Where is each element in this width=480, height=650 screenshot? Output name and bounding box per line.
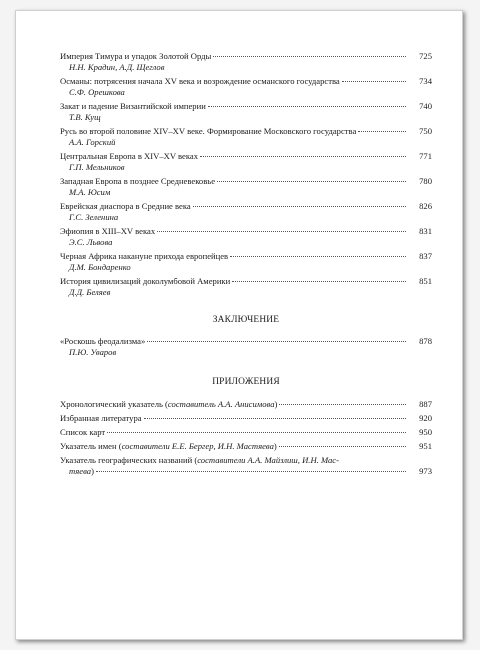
entry-author: А.А. Горский	[69, 137, 116, 147]
entry-page: 826	[419, 201, 432, 211]
dot-leader	[107, 432, 406, 433]
appendix-entry[interactable]	[60, 454, 432, 477]
entry-author: Д.М. Бондаренко	[69, 262, 131, 272]
table-of-contents	[60, 51, 432, 477]
entry-page: 973	[419, 466, 432, 476]
entry-page: 920	[419, 413, 432, 423]
entry-title: История цивилизаций доколумбовой Америки	[60, 276, 231, 286]
entry-page: 740	[419, 101, 432, 111]
conclusion-heading: ЗАКЛЮЧЕНИЕ	[212, 315, 280, 325]
toc-entry[interactable]	[60, 176, 432, 197]
appendix-entry[interactable]	[60, 426, 432, 438]
dot-leader	[200, 156, 406, 157]
book-page	[15, 10, 463, 640]
toc-entry[interactable]	[60, 51, 432, 72]
dot-leader	[342, 81, 406, 82]
dot-leader	[279, 446, 406, 447]
dot-leader	[217, 181, 406, 182]
entry-page: 887	[419, 399, 432, 409]
appendix-entry[interactable]	[60, 412, 432, 424]
appendices-heading: ПРИЛОЖЕНИЯ	[212, 377, 280, 387]
entry-page: 951	[419, 441, 432, 451]
entry-title: Эфиопия в XIII–XV веках	[60, 226, 156, 236]
toc-entry[interactable]	[60, 151, 432, 172]
dot-leader	[144, 418, 406, 419]
entry-page: 750	[419, 126, 432, 136]
dot-leader	[230, 256, 406, 257]
appendix-entry[interactable]	[60, 440, 432, 452]
entry-author: М.А. Юсим	[69, 187, 111, 197]
entry-title: Русь во второй половине XIV–XV веке. Формирование Московского государства	[60, 126, 357, 136]
entry-title: Указатель имен (составители Е.Е. Бергер, И.Н. Мастяева)	[60, 441, 277, 451]
dot-leader	[358, 131, 406, 132]
toc-entry[interactable]	[60, 226, 432, 247]
dot-leader	[147, 341, 406, 342]
entry-title: Османы: потрясения начала XV века и возрождение османского государства	[60, 76, 340, 86]
entry-page: 771	[419, 151, 432, 161]
conclusion-entry[interactable]	[60, 336, 432, 357]
entry-author: П.Ю. Уваров	[69, 347, 117, 357]
entry-author: Г.С. Зеленина	[69, 212, 119, 222]
entry-page: 831	[419, 226, 432, 236]
entry-title: «Роскошь феодализма»	[60, 336, 146, 346]
entry-title: Указатель географических названий (составители А.А. Майзлиш, И.Н. Мас-	[60, 455, 339, 465]
entry-author: Н.Н. Крадин, А.Д. Щеглов	[69, 62, 165, 72]
entry-page: 878	[419, 336, 432, 346]
toc-entry[interactable]	[60, 101, 432, 122]
entry-author: Д.Д. Беляев	[69, 287, 111, 297]
entry-page: 950	[419, 427, 432, 437]
entry-title: Список карт	[60, 427, 106, 437]
entry-author: Э.С. Львова	[69, 237, 113, 247]
toc-entry[interactable]	[60, 76, 432, 97]
entry-title: Закат и падение Византийской империи	[60, 101, 206, 111]
entry-page: 851	[419, 276, 432, 286]
dot-leader	[279, 404, 406, 405]
entry-title: Еврейская диаспора в Средние века	[60, 201, 191, 211]
entry-author: С.Ф. Орешкова	[69, 87, 125, 97]
toc-entry[interactable]	[60, 276, 432, 297]
dot-leader	[193, 206, 406, 207]
chapter-list	[60, 51, 432, 297]
toc-entry[interactable]	[60, 201, 432, 222]
entry-page: 725	[419, 51, 432, 61]
entry-page: 734	[419, 76, 432, 86]
entry-title: Хронологический указатель (составитель А.А. Анисимова)	[60, 399, 278, 409]
entry-page: 780	[419, 176, 432, 186]
entry-author: Т.В. Кущ	[69, 112, 101, 122]
entry-author: Г.П. Мельников	[69, 162, 125, 172]
dot-leader	[232, 281, 406, 282]
dot-leader	[96, 471, 406, 472]
dot-leader	[157, 231, 406, 232]
toc-entry[interactable]	[60, 251, 432, 272]
entry-continuation: тяева ) 973	[69, 466, 432, 476]
dot-leader	[213, 56, 406, 57]
entry-title: Избранная литература	[60, 413, 142, 423]
entry-title: Западная Европа в позднее Средневековье	[60, 176, 216, 186]
toc-entry[interactable]	[60, 126, 432, 147]
entry-title: Центральная Европа в XIV–XV веках	[60, 151, 199, 161]
appendix-entry[interactable]	[60, 398, 432, 410]
entry-title: Черная Африка накануне прихода европейцев	[60, 251, 229, 261]
dot-leader	[208, 106, 406, 107]
entry-page: 837	[419, 251, 432, 261]
entry-title: Империя Тимура и упадок Золотой Орды	[60, 51, 212, 61]
